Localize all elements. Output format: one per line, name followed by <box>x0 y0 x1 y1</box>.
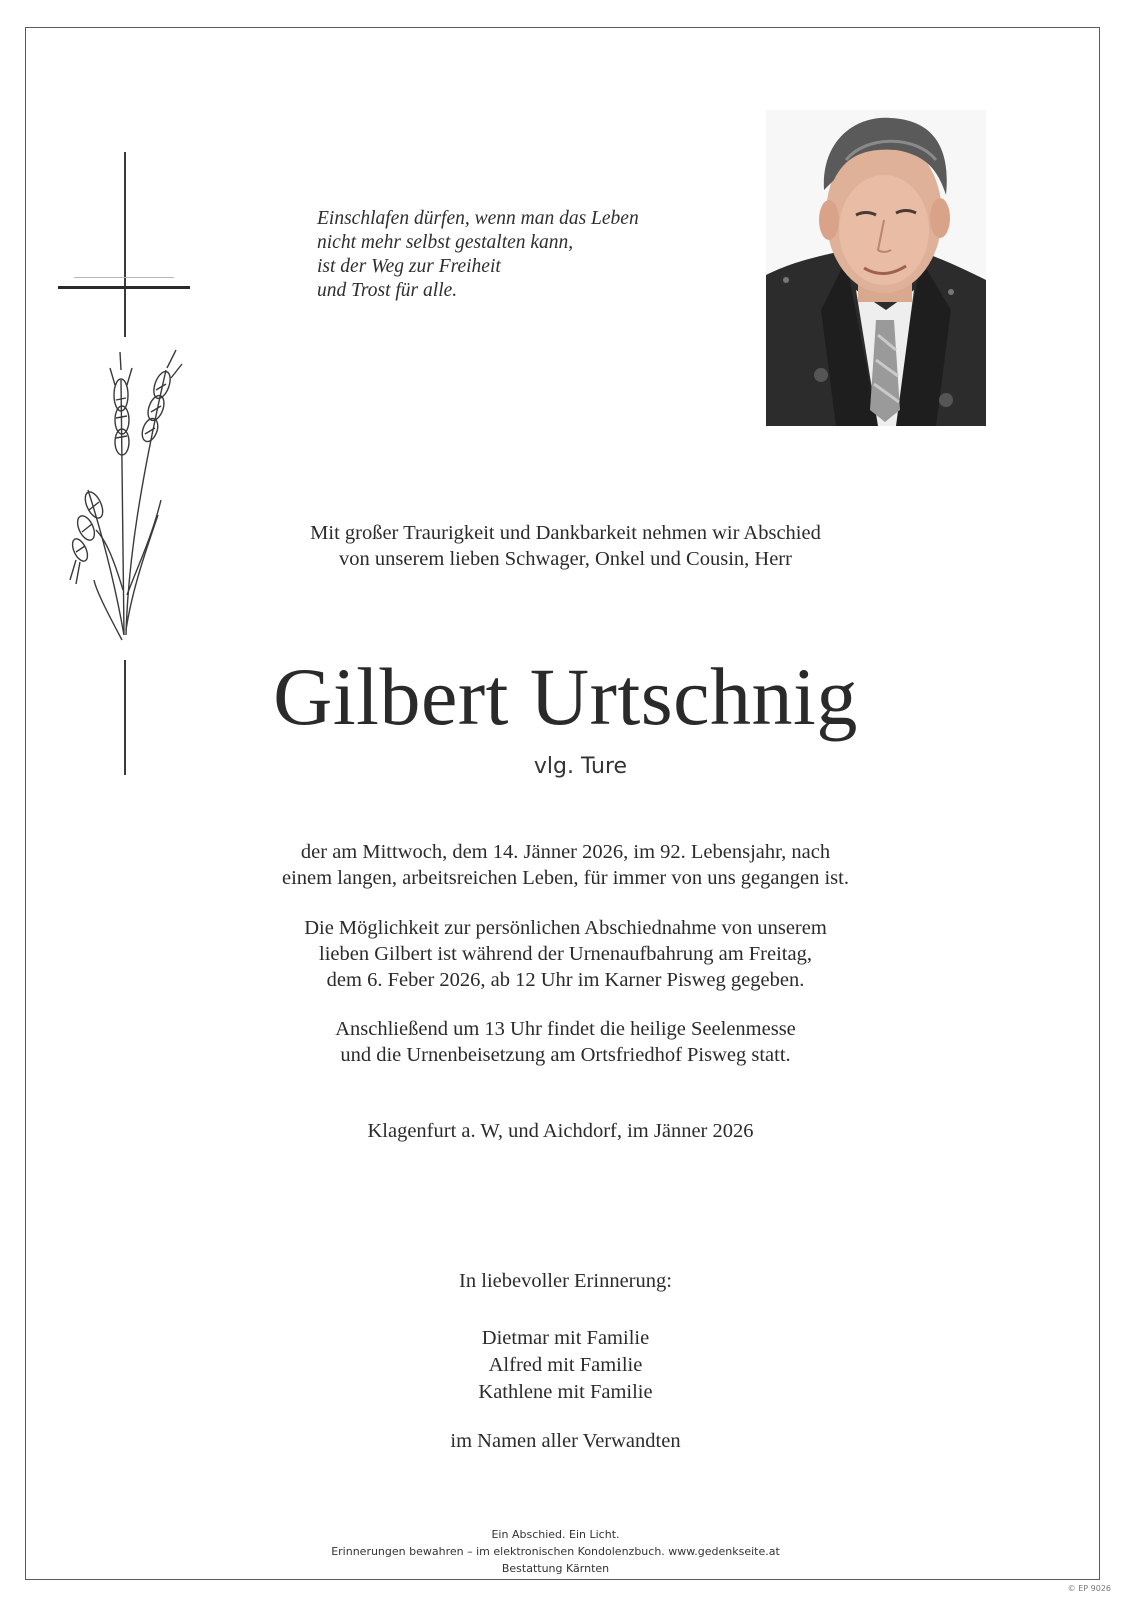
signer: Dietmar mit Familie <box>481 1327 650 1349</box>
farewell-paragraph <box>0 915 1131 993</box>
paragraph-line: einem langen, arbeitsreichen Leben, für immer von uns gegangen ist. <box>282 867 849 889</box>
quote-line: nicht mehr selbst gestalten kann, <box>317 232 574 253</box>
footer-line: Bestattung Kärnten <box>501 1562 610 1575</box>
cross-shadow <box>74 277 174 278</box>
wheat-icon <box>66 340 196 650</box>
deceased-nickname: vlg. Ture <box>533 754 628 779</box>
paragraph-line: Die Möglichkeit zur persönlichen Abschiednahme von unserem <box>304 917 827 939</box>
footer-line: Ein Abschied. Ein Licht. <box>491 1528 620 1541</box>
quote-line: und Trost für alle. <box>317 280 458 301</box>
memorial-quote <box>317 207 717 303</box>
intro-line: von unserem lieben Schwager, Onkel und Cousin, Herr <box>339 548 792 570</box>
signer: Alfred mit Familie <box>488 1354 643 1376</box>
signer: Kathlene mit Familie <box>478 1381 653 1403</box>
paragraph-line: lieben Gilbert ist während der Urnenaufbahrung am Freitag, <box>319 943 812 965</box>
relatives-line: im Namen aller Verwandten <box>450 1430 681 1452</box>
deceased-name: Gilbert Urtschnig <box>273 651 858 742</box>
intro-line: Mit großer Traurigkeit und Dankbarkeit nehmen wir Abschied <box>310 522 821 544</box>
cross-bar <box>58 286 190 289</box>
paragraph-line: der am Mittwoch, dem 14. Jänner 2026, im 92. Lebensjahr, nach <box>300 841 831 863</box>
place-and-date: Klagenfurt a. W, und Aichdorf, im Jänner 2026 <box>367 1120 754 1142</box>
quote-line: Einschlafen dürfen, wenn man das Leben <box>317 208 639 229</box>
document-code: © EP 9026 <box>1067 1584 1111 1593</box>
signers-list <box>0 1325 1131 1406</box>
portrait-photo <box>766 110 986 426</box>
paragraph-line: und die Urnenbeisetzung am Ortsfriedhof Pisweg statt. <box>340 1044 791 1066</box>
funeral-paragraph <box>0 1016 1131 1068</box>
death-notice-paragraph <box>0 839 1131 891</box>
paragraph-line: dem 6. Feber 2026, ab 12 Uhr im Karner Pisweg gegeben. <box>326 969 805 991</box>
intro-text <box>0 520 1131 572</box>
footer-line: Erinnerungen bewahren – im elektronischen Kondolenzbuch. www.gedenkseite.at <box>331 1545 780 1558</box>
footer <box>0 1526 1121 1577</box>
quote-line: ist der Weg zur Freiheit <box>317 256 501 277</box>
cross-icon <box>124 152 126 337</box>
closing-phrase: In liebevoller Erinnerung: <box>459 1270 672 1292</box>
paragraph-line: Anschließend um 13 Uhr findet die heilige Seelenmesse <box>335 1018 796 1040</box>
